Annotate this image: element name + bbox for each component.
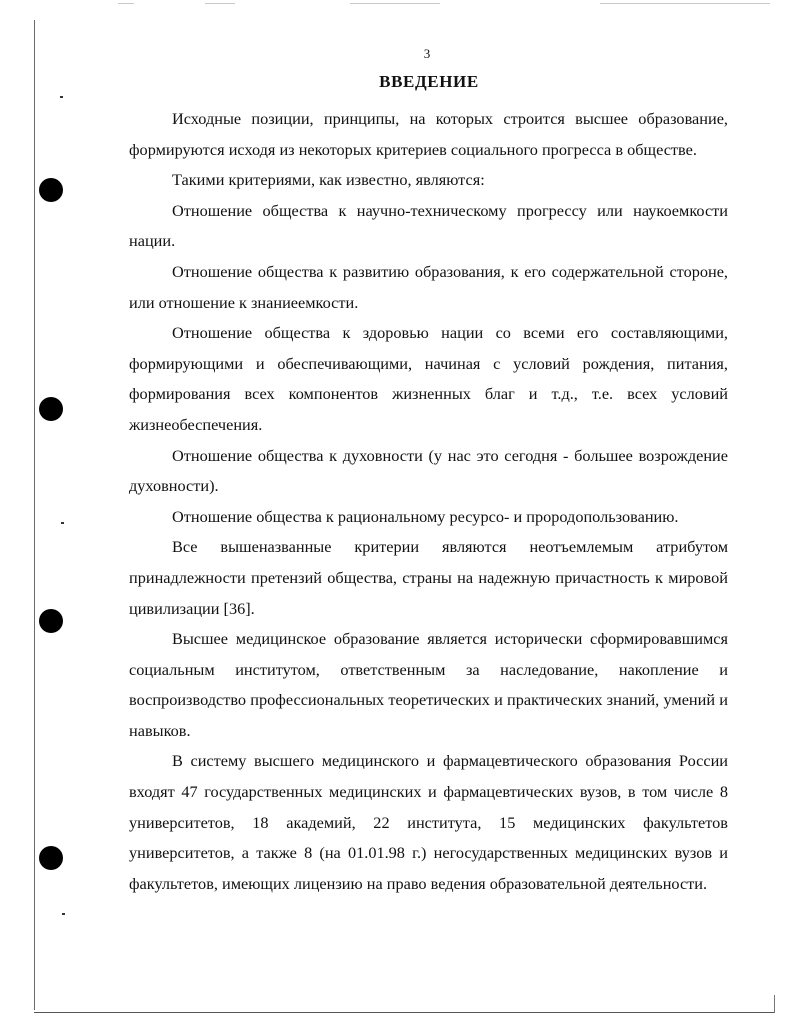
body-text	[129, 104, 728, 899]
page-number: 3	[423, 46, 431, 61]
paragraph: Отношение общества к духовности (у нас это сегодня - большее возрождение духовности).	[129, 445, 728, 496]
scan-speck-1	[60, 96, 63, 98]
page-bottom-edge	[34, 1012, 774, 1013]
paragraph: Исходные позиции, принципы, на которых строится высшее образование, формируются исходя из некоторых критериев социального прогресса в обществе.	[129, 109, 728, 159]
paragraph: Такими критериями, как известно, являются:	[172, 170, 485, 190]
scan-edge-top-2	[205, 3, 235, 4]
binding-hole-4	[39, 846, 63, 870]
paragraph: Все вышеназванные критерии являются неотъемлемым атрибутом принадлежности претензий общества, страны на надежную причастность к мировой цивилизации [36].	[129, 537, 728, 618]
paragraph: Отношение общества к развитию образования, к его содержательной стороне, или отношение к знаниеемкости.	[129, 261, 728, 312]
paragraph: Отношение общества к рациональному ресурсо- и прородопользованию.	[172, 506, 679, 526]
scan-speck-3	[62, 913, 65, 915]
binding-hole-3	[39, 609, 63, 633]
page-left-edge	[34, 20, 35, 1010]
page-right-corner	[774, 995, 775, 1013]
scan-speck-2	[61, 522, 64, 524]
scan-edge-top-4	[600, 3, 770, 4]
paragraph: Отношение общества к научно-техническому прогрессу или наукоемкости нации.	[129, 200, 728, 251]
page-title: ВВЕДЕНИЕ	[379, 72, 479, 91]
binding-hole-2	[39, 397, 63, 421]
paragraph: В систему высшего медицинского и фармацевтического образования России входят 47 государственных медицинских и фармацевтических вузов, в том числе 8 университетов, 18 академий, 22 института, 15 медицинских факультетов университетов, а также 8 (на 01.01.98 г.) негосударственных медицинских вузов и факультетов, имеющих лицензию на право ведения образовательной деятельности.	[129, 751, 728, 893]
scan-edge-top-1	[118, 3, 134, 4]
paragraph: Отношение общества к здоровью нации со всеми его составляющими, формирующими и обеспечивающими, начиная с условий рождения, питания, формирования всех компонентов жизненных благ и т.д., т.е. всех условий жизнеобеспечения.	[129, 323, 728, 434]
paragraph: Высшее медицинское образование является исторически сформировавшимся социальным институтом, ответственным за наследование, накопление и воспроизводство профессиональных теоретических и практических знаний, умений и навыков.	[129, 629, 728, 740]
binding-hole-1	[39, 178, 63, 202]
scan-edge-top-3	[350, 3, 440, 4]
